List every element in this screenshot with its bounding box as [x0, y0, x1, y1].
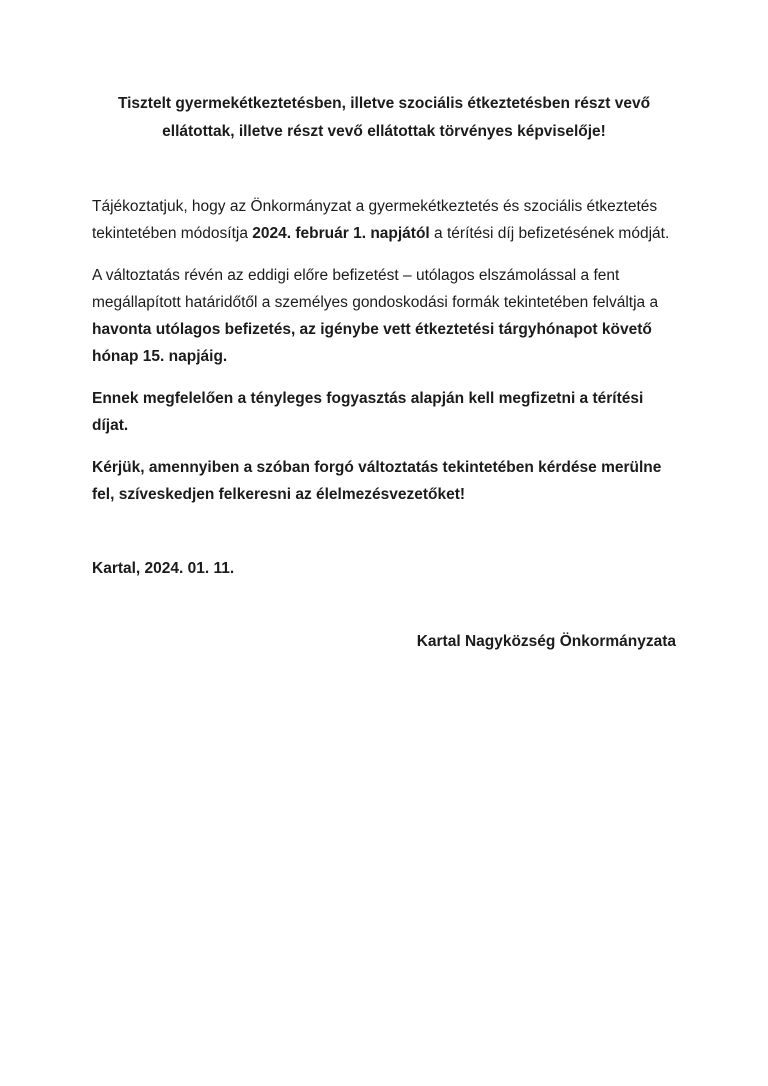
paragraph-contact-request	[92, 455, 676, 509]
paragraph-intro	[92, 194, 676, 248]
paragraph-payment-rule	[92, 386, 676, 440]
paragraph-change-details	[92, 263, 676, 371]
text-segment-bold: Kérjük, amennyiben a szóban forgó változtatás tekintetében kérdése merülne fel, szíveskedjen felkeresni az élelmezésvezetőket!	[92, 458, 662, 503]
text-segment-bold: Ennek megfelelően a tényleges fogyasztás alapján kell megfizetni a térítési díjat.	[92, 389, 644, 434]
text-segment: A változtatás révén az eddigi előre befizetést – utólagos elszámolással a fent megállapított határidőtől a személyes gondoskodási formák tekintetében felváltja a	[92, 266, 659, 311]
text-segment: a térítési díj befizetésének módját.	[429, 224, 670, 242]
text-segment-bold-date: 2024. február 1. napjától	[252, 224, 430, 242]
text-segment-bold-rule: havonta utólagos befizetés, az igénybe vett étkeztetési tárgyhónapot követő hónap 15. napjáig.	[92, 320, 652, 365]
text-segment: Tájékoztatjuk, hogy az Önkormányzat a gyermekétkeztetés és szociális étkeztetés tekintetében módosítja	[92, 197, 658, 242]
document-title: Tisztelt gyermekétkeztetésben, illetve szociális étkeztetésben részt vevő ellátottak, illetve részt vevő ellátottak törvényes képviselője!	[117, 95, 651, 140]
signature-organization: Kartal Nagyközség Önkormányzata	[416, 633, 676, 651]
dateline: Kartal, 2024. 01. 11.	[92, 560, 235, 578]
